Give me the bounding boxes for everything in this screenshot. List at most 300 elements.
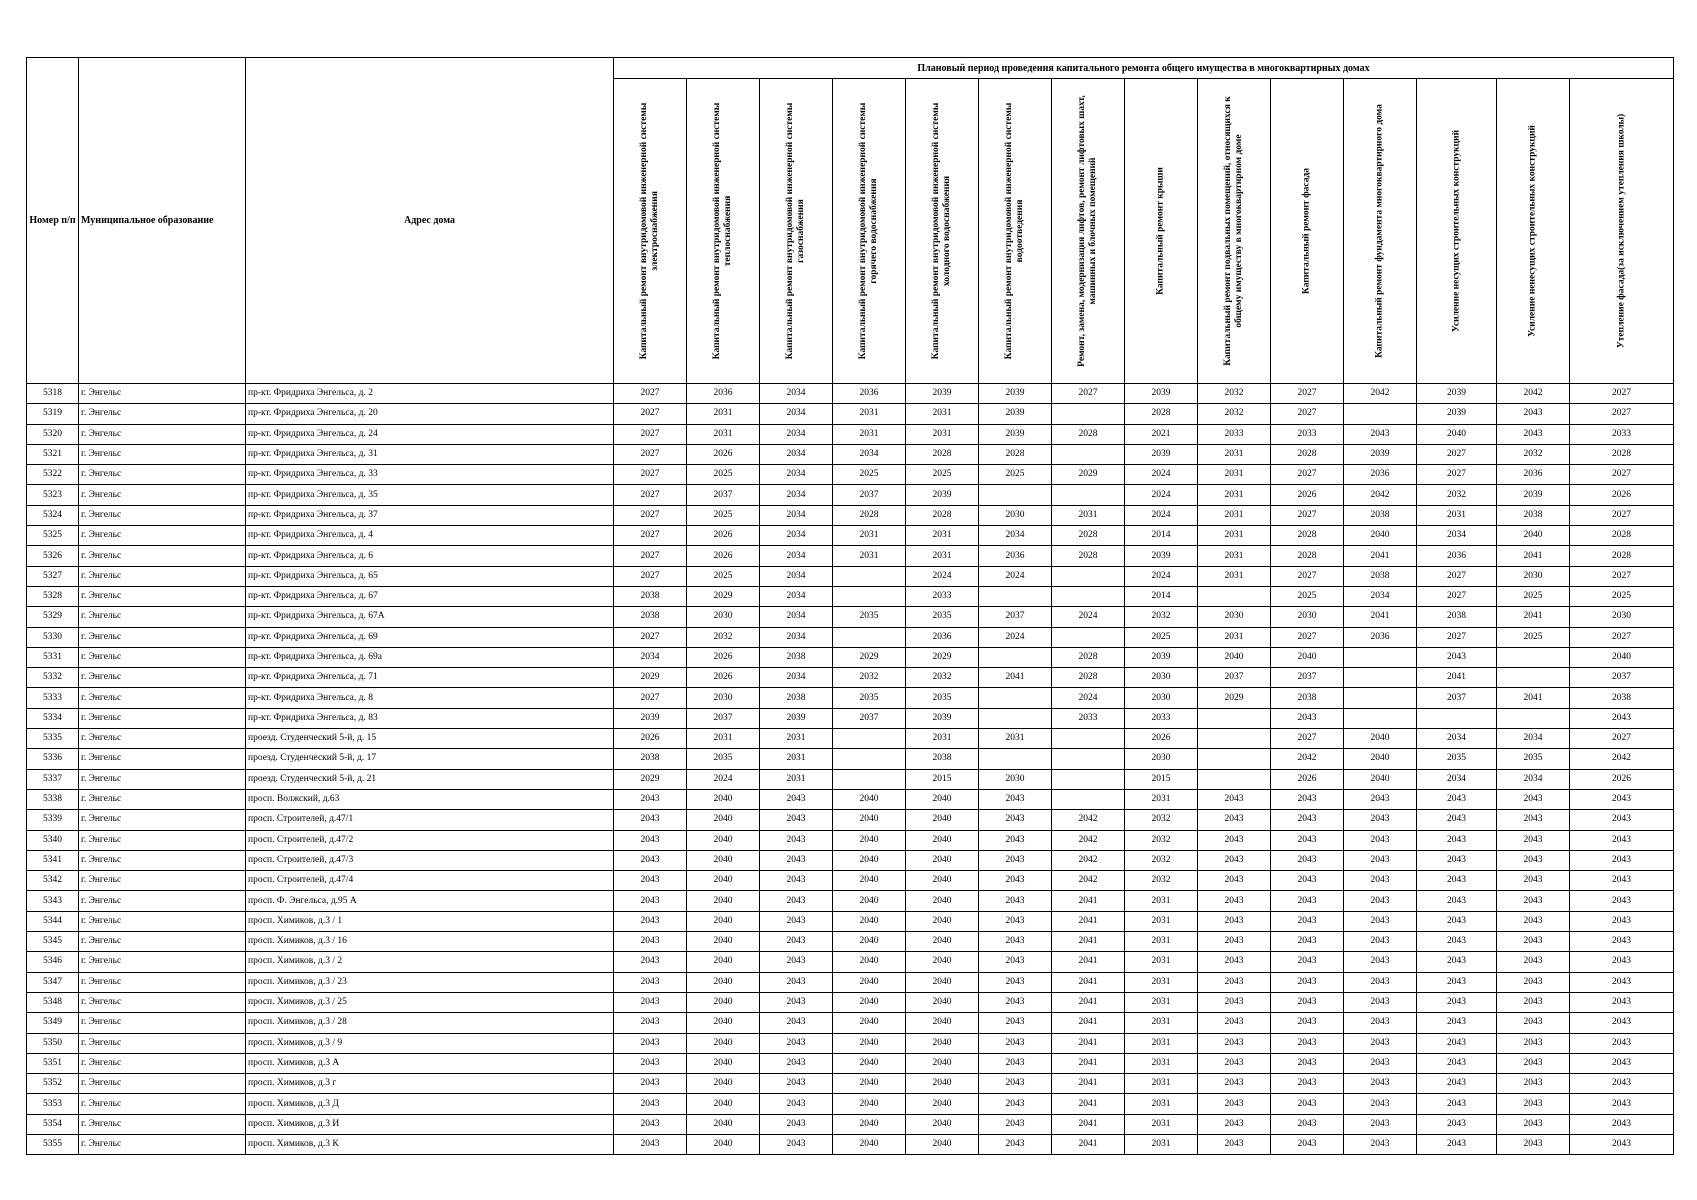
row-year-cell: 2034 xyxy=(760,586,833,606)
row-year-cell: 2037 xyxy=(833,708,906,728)
row-year-cell: 2043 xyxy=(1198,810,1271,830)
row-municipality: г. Энгельс xyxy=(79,505,246,525)
row-year-cell: 2031 xyxy=(1125,1053,1198,1073)
row-municipality: г. Энгельс xyxy=(79,688,246,708)
row-year-cell: 2041 xyxy=(1344,607,1417,627)
row-year-cell: 2031 xyxy=(1125,911,1198,931)
row-year-cell: 2027 xyxy=(1417,465,1497,485)
row-year-cell xyxy=(1344,404,1417,424)
row-year-cell: 2043 xyxy=(1417,810,1497,830)
row-year-cell: 2042 xyxy=(1271,749,1344,769)
row-year-cell: 2032 xyxy=(1125,810,1198,830)
table-row xyxy=(27,526,1674,546)
row-year-cell: 2043 xyxy=(614,1114,687,1134)
row-year-cell: 2043 xyxy=(1570,830,1674,850)
row-year-cell: 2043 xyxy=(1198,891,1271,911)
row-year-cell: 2034 xyxy=(760,404,833,424)
row-year-cell: 2040 xyxy=(906,1114,979,1134)
row-year-cell: 2043 xyxy=(1344,891,1417,911)
row-year-cell: 2041 xyxy=(1052,1033,1125,1053)
row-year-cell: 2043 xyxy=(760,1053,833,1073)
row-year-cell: 2043 xyxy=(1271,1013,1344,1033)
header-col-1 xyxy=(614,79,687,384)
row-year-cell: 2024 xyxy=(687,769,760,789)
row-municipality: г. Энгельс xyxy=(79,485,246,505)
row-year-cell: 2043 xyxy=(1198,1114,1271,1134)
row-year-cell: 2043 xyxy=(1497,850,1570,870)
row-year-cell: 2028 xyxy=(1570,526,1674,546)
row-year-cell: 2039 xyxy=(1125,647,1198,667)
row-year-cell: 2043 xyxy=(1497,1114,1570,1134)
row-number: 5342 xyxy=(27,871,79,891)
row-year-cell: 2040 xyxy=(687,830,760,850)
row-year-cell: 2021 xyxy=(1125,424,1198,444)
table-row xyxy=(27,1053,1674,1073)
row-year-cell: 2033 xyxy=(906,586,979,606)
row-year-cell: 2043 xyxy=(1497,789,1570,809)
row-year-cell: 2040 xyxy=(687,1094,760,1114)
row-number: 5320 xyxy=(27,424,79,444)
row-year-cell: 2042 xyxy=(1344,485,1417,505)
row-year-cell: 2043 xyxy=(1198,1094,1271,1114)
row-year-cell xyxy=(1052,729,1125,749)
row-year-cell: 2043 xyxy=(614,1013,687,1033)
row-year-cell: 2043 xyxy=(1417,1114,1497,1134)
row-year-cell: 2043 xyxy=(1497,1134,1570,1154)
row-municipality: г. Энгельс xyxy=(79,526,246,546)
table-row xyxy=(27,992,1674,1012)
row-year-cell: 2025 xyxy=(687,566,760,586)
row-year-cell: 2027 xyxy=(614,546,687,566)
row-year-cell: 2040 xyxy=(1271,647,1344,667)
row-year-cell: 2040 xyxy=(687,1013,760,1033)
header-col-label: Капитальный ремонт подвальных помещений, относящихся к общему имуществу в многоквартирном доме xyxy=(1223,96,1244,366)
row-year-cell: 2025 xyxy=(906,465,979,485)
row-year-cell: 2028 xyxy=(1271,444,1344,464)
row-year-cell: 2028 xyxy=(1052,424,1125,444)
row-year-cell: 2031 xyxy=(1052,505,1125,525)
row-year-cell: 2024 xyxy=(1125,505,1198,525)
row-municipality: г. Энгельс xyxy=(79,1013,246,1033)
row-year-cell: 2043 xyxy=(1417,911,1497,931)
row-number: 5351 xyxy=(27,1053,79,1073)
row-year-cell: 2040 xyxy=(1417,424,1497,444)
row-year-cell: 2043 xyxy=(1570,891,1674,911)
header-col-label: Капитальный ремонт внутридомовой инженерной системы теплоснабжения xyxy=(712,102,733,360)
row-year-cell: 2015 xyxy=(906,769,979,789)
row-year-cell xyxy=(833,729,906,749)
row-year-cell: 2043 xyxy=(979,932,1052,952)
row-year-cell: 2040 xyxy=(687,1134,760,1154)
row-year-cell xyxy=(1198,769,1271,789)
row-year-cell: 2040 xyxy=(687,932,760,952)
row-year-cell: 2040 xyxy=(906,810,979,830)
row-year-cell: 2028 xyxy=(1125,404,1198,424)
table-row xyxy=(27,607,1674,627)
row-year-cell xyxy=(833,749,906,769)
row-year-cell: 2043 xyxy=(1570,992,1674,1012)
table-row xyxy=(27,465,1674,485)
row-year-cell: 2041 xyxy=(1052,1074,1125,1094)
row-year-cell: 2025 xyxy=(687,465,760,485)
row-year-cell: 2038 xyxy=(1417,607,1497,627)
row-year-cell xyxy=(1052,404,1125,424)
row-year-cell: 2043 xyxy=(760,1033,833,1053)
row-year-cell: 2040 xyxy=(687,1074,760,1094)
header-col-label: Капитальный ремонт крыши xyxy=(1155,167,1166,295)
row-year-cell: 2040 xyxy=(1344,769,1417,789)
row-number: 5339 xyxy=(27,810,79,830)
row-year-cell: 2031 xyxy=(1125,1013,1198,1033)
row-municipality: г. Энгельс xyxy=(79,627,246,647)
row-municipality: г. Энгельс xyxy=(79,830,246,850)
row-year-cell: 2043 xyxy=(1271,708,1344,728)
row-year-cell: 2028 xyxy=(1052,546,1125,566)
row-year-cell xyxy=(1198,749,1271,769)
row-year-cell: 2043 xyxy=(1344,1074,1417,1094)
row-year-cell: 2043 xyxy=(760,871,833,891)
row-year-cell: 2043 xyxy=(1198,850,1271,870)
row-year-cell: 2043 xyxy=(760,932,833,952)
row-address: проезд. Студенческий 5-й, д. 15 xyxy=(246,729,614,749)
row-year-cell: 2043 xyxy=(1570,850,1674,870)
header-address: Адрес дома xyxy=(246,58,614,384)
row-year-cell: 2043 xyxy=(614,850,687,870)
row-year-cell: 2043 xyxy=(979,789,1052,809)
row-year-cell: 2043 xyxy=(1344,1053,1417,1073)
row-year-cell: 2032 xyxy=(1198,404,1271,424)
row-year-cell: 2031 xyxy=(979,729,1052,749)
row-municipality: г. Энгельс xyxy=(79,1114,246,1134)
row-year-cell: 2043 xyxy=(1497,404,1570,424)
row-year-cell: 2040 xyxy=(833,952,906,972)
row-year-cell: 2039 xyxy=(1125,444,1198,464)
row-year-cell: 2043 xyxy=(979,850,1052,870)
row-year-cell: 2040 xyxy=(906,911,979,931)
row-year-cell: 2042 xyxy=(1052,830,1125,850)
row-address: просп. Химиков, д.3 / 2 xyxy=(246,952,614,972)
table-row xyxy=(27,647,1674,667)
row-year-cell: 2028 xyxy=(979,444,1052,464)
row-year-cell: 2040 xyxy=(1344,749,1417,769)
row-year-cell: 2026 xyxy=(1570,769,1674,789)
row-year-cell: 2035 xyxy=(906,688,979,708)
header-col-4 xyxy=(833,79,906,384)
row-year-cell: 2043 xyxy=(979,1033,1052,1053)
row-year-cell: 2034 xyxy=(760,505,833,525)
row-year-cell: 2027 xyxy=(614,627,687,647)
row-year-cell: 2030 xyxy=(1125,688,1198,708)
row-year-cell: 2027 xyxy=(1271,465,1344,485)
row-municipality: г. Энгельс xyxy=(79,465,246,485)
row-year-cell: 2043 xyxy=(1497,1053,1570,1073)
row-year-cell: 2043 xyxy=(760,911,833,931)
row-number: 5326 xyxy=(27,546,79,566)
row-address: просп. Химиков, д.3 / 23 xyxy=(246,972,614,992)
row-year-cell: 2034 xyxy=(1417,729,1497,749)
row-year-cell: 2032 xyxy=(1125,850,1198,870)
row-year-cell: 2026 xyxy=(687,546,760,566)
header-col-label: Капитальный ремонт фундамента многоквартирного дома xyxy=(1374,104,1385,358)
row-municipality: г. Энгельс xyxy=(79,911,246,931)
row-municipality: г. Энгельс xyxy=(79,749,246,769)
header-col-11 xyxy=(1344,79,1417,384)
row-year-cell: 2040 xyxy=(906,992,979,1012)
row-year-cell: 2042 xyxy=(1052,850,1125,870)
row-year-cell: 2038 xyxy=(1271,688,1344,708)
row-year-cell: 2043 xyxy=(1497,891,1570,911)
row-address: просп. Химиков, д.3 г xyxy=(246,1074,614,1094)
row-number: 5321 xyxy=(27,444,79,464)
row-year-cell: 2041 xyxy=(1052,1094,1125,1114)
row-year-cell: 2027 xyxy=(1271,404,1344,424)
row-year-cell: 2031 xyxy=(760,769,833,789)
row-number: 5335 xyxy=(27,729,79,749)
row-number: 5350 xyxy=(27,1033,79,1053)
row-municipality: г. Энгельс xyxy=(79,384,246,404)
row-municipality: г. Энгельс xyxy=(79,972,246,992)
row-year-cell: 2043 xyxy=(979,1053,1052,1073)
row-year-cell: 2043 xyxy=(979,830,1052,850)
row-year-cell: 2031 xyxy=(1125,1033,1198,1053)
row-number: 5319 xyxy=(27,404,79,424)
row-year-cell: 2040 xyxy=(833,871,906,891)
row-year-cell: 2043 xyxy=(1271,1033,1344,1053)
row-year-cell: 2039 xyxy=(760,708,833,728)
row-number: 5348 xyxy=(27,992,79,1012)
row-year-cell: 2027 xyxy=(1570,404,1674,424)
row-year-cell xyxy=(1052,627,1125,647)
row-year-cell: 2027 xyxy=(1570,505,1674,525)
row-number: 5322 xyxy=(27,465,79,485)
row-year-cell xyxy=(1052,485,1125,505)
row-year-cell: 2043 xyxy=(1271,911,1344,931)
row-year-cell: 2043 xyxy=(1570,1033,1674,1053)
table-row xyxy=(27,729,1674,749)
row-address: просп. Строителей, д.47/4 xyxy=(246,871,614,891)
row-year-cell: 2041 xyxy=(1052,911,1125,931)
row-year-cell: 2043 xyxy=(979,911,1052,931)
row-year-cell: 2031 xyxy=(906,404,979,424)
header-col-label: Капитальный ремонт внутридомовой инженерной системы водоотведения xyxy=(1004,102,1025,360)
row-year-cell: 2041 xyxy=(1344,546,1417,566)
row-year-cell: 2031 xyxy=(833,404,906,424)
row-year-cell: 2040 xyxy=(833,810,906,830)
row-year-cell: 2028 xyxy=(906,505,979,525)
row-year-cell: 2043 xyxy=(1271,932,1344,952)
row-year-cell: 2040 xyxy=(906,1013,979,1033)
row-year-cell: 2043 xyxy=(1198,871,1271,891)
row-year-cell: 2028 xyxy=(1271,526,1344,546)
row-address: пр-кт. Фридриха Энгельса, д. 4 xyxy=(246,526,614,546)
row-year-cell: 2027 xyxy=(614,384,687,404)
row-year-cell: 2040 xyxy=(687,952,760,972)
row-year-cell: 2038 xyxy=(906,749,979,769)
row-year-cell: 2043 xyxy=(1497,911,1570,931)
row-year-cell: 2043 xyxy=(1198,1134,1271,1154)
row-year-cell: 2033 xyxy=(1271,424,1344,444)
row-year-cell: 2043 xyxy=(1497,424,1570,444)
row-year-cell xyxy=(979,688,1052,708)
row-year-cell: 2036 xyxy=(1497,465,1570,485)
row-year-cell: 2043 xyxy=(1344,424,1417,444)
row-year-cell: 2034 xyxy=(760,546,833,566)
row-address: пр-кт. Фридриха Энгельса, д. 69 xyxy=(246,627,614,647)
row-address: просп. Химиков, д.3 / 28 xyxy=(246,1013,614,1033)
row-year-cell: 2026 xyxy=(687,647,760,667)
table-row xyxy=(27,830,1674,850)
row-year-cell: 2028 xyxy=(1052,526,1125,546)
row-year-cell: 2034 xyxy=(760,566,833,586)
row-year-cell: 2040 xyxy=(687,1033,760,1053)
row-year-cell: 2029 xyxy=(906,647,979,667)
row-year-cell: 2036 xyxy=(833,384,906,404)
row-year-cell: 2043 xyxy=(1417,1033,1497,1053)
row-year-cell: 2043 xyxy=(1198,1033,1271,1053)
row-year-cell xyxy=(1052,566,1125,586)
row-year-cell: 2027 xyxy=(1570,384,1674,404)
row-year-cell: 2029 xyxy=(833,647,906,667)
row-year-cell: 2027 xyxy=(614,485,687,505)
table-row xyxy=(27,424,1674,444)
row-year-cell xyxy=(979,708,1052,728)
row-year-cell: 2025 xyxy=(687,505,760,525)
row-address: пр-кт. Фридриха Энгельса, д. 69а xyxy=(246,647,614,667)
row-year-cell xyxy=(1497,668,1570,688)
row-year-cell: 2025 xyxy=(1497,586,1570,606)
row-year-cell: 2043 xyxy=(1497,932,1570,952)
header-col-label: Капитальный ремонт внутридомовой инженерной системы электроснабжения xyxy=(639,102,660,360)
row-year-cell: 2043 xyxy=(1497,810,1570,830)
row-year-cell: 2043 xyxy=(979,1074,1052,1094)
header-col-3 xyxy=(760,79,833,384)
row-year-cell: 2043 xyxy=(760,1114,833,1134)
row-year-cell: 2043 xyxy=(1344,1013,1417,1033)
row-year-cell: 2024 xyxy=(1125,566,1198,586)
row-year-cell: 2036 xyxy=(1344,465,1417,485)
row-year-cell: 2043 xyxy=(1344,789,1417,809)
row-year-cell: 2043 xyxy=(1417,932,1497,952)
row-year-cell: 2043 xyxy=(1198,830,1271,850)
header-col-label: Утепление фасада(за исключением утепления школы) xyxy=(1616,113,1626,349)
header-col-10 xyxy=(1271,79,1344,384)
row-year-cell: 2028 xyxy=(1052,668,1125,688)
row-year-cell: 2027 xyxy=(614,465,687,485)
table-row xyxy=(27,789,1674,809)
header-col-7 xyxy=(1052,79,1125,384)
row-year-cell: 2039 xyxy=(1497,485,1570,505)
row-municipality: г. Энгельс xyxy=(79,1134,246,1154)
row-number: 5327 xyxy=(27,566,79,586)
row-year-cell: 2043 xyxy=(1271,1134,1344,1154)
row-year-cell: 2040 xyxy=(687,871,760,891)
row-year-cell: 2027 xyxy=(614,404,687,424)
row-year-cell: 2024 xyxy=(979,566,1052,586)
row-year-cell: 2027 xyxy=(614,526,687,546)
row-year-cell: 2043 xyxy=(1497,1033,1570,1053)
row-year-cell xyxy=(1052,586,1125,606)
row-year-cell: 2027 xyxy=(1271,627,1344,647)
row-year-cell: 2027 xyxy=(1417,627,1497,647)
row-year-cell: 2031 xyxy=(1198,444,1271,464)
row-year-cell: 2027 xyxy=(614,505,687,525)
row-number: 5330 xyxy=(27,627,79,647)
row-number: 5352 xyxy=(27,1074,79,1094)
row-year-cell: 2043 xyxy=(1417,850,1497,870)
row-year-cell: 2041 xyxy=(1497,688,1570,708)
row-year-cell: 2040 xyxy=(833,1114,906,1134)
row-year-cell: 2030 xyxy=(1125,668,1198,688)
row-number: 5337 xyxy=(27,769,79,789)
row-municipality: г. Энгельс xyxy=(79,729,246,749)
row-year-cell: 2038 xyxy=(614,607,687,627)
row-year-cell: 2028 xyxy=(1271,546,1344,566)
row-year-cell: 2043 xyxy=(1271,1053,1344,1073)
row-number: 5325 xyxy=(27,526,79,546)
row-year-cell: 2031 xyxy=(1125,972,1198,992)
row-year-cell: 2034 xyxy=(760,627,833,647)
row-municipality: г. Энгельс xyxy=(79,1033,246,1053)
row-year-cell: 2037 xyxy=(687,708,760,728)
row-year-cell: 2041 xyxy=(979,668,1052,688)
row-municipality: г. Энгельс xyxy=(79,546,246,566)
row-municipality: г. Энгельс xyxy=(79,850,246,870)
table-row xyxy=(27,1114,1674,1134)
row-year-cell: 2042 xyxy=(1052,810,1125,830)
row-year-cell: 2043 xyxy=(1570,871,1674,891)
table-row xyxy=(27,871,1674,891)
repair-schedule-table xyxy=(26,57,1674,1155)
row-year-cell: 2038 xyxy=(1497,505,1570,525)
row-year-cell: 2034 xyxy=(760,444,833,464)
table-row xyxy=(27,505,1674,525)
row-year-cell: 2043 xyxy=(1271,972,1344,992)
row-year-cell: 2042 xyxy=(1570,749,1674,769)
row-year-cell: 2025 xyxy=(1570,586,1674,606)
row-municipality: г. Энгельс xyxy=(79,404,246,424)
row-address: пр-кт. Фридриха Энгельса, д. 67 xyxy=(246,586,614,606)
row-year-cell: 2027 xyxy=(614,688,687,708)
row-year-cell: 2039 xyxy=(979,404,1052,424)
row-year-cell: 2025 xyxy=(833,465,906,485)
table-row xyxy=(27,1013,1674,1033)
row-year-cell: 2027 xyxy=(1570,465,1674,485)
row-year-cell: 2043 xyxy=(1344,810,1417,830)
row-year-cell: 2029 xyxy=(1052,465,1125,485)
row-year-cell xyxy=(833,566,906,586)
row-year-cell: 2031 xyxy=(1125,891,1198,911)
row-address: просп. Химиков, д.3 А xyxy=(246,1053,614,1073)
table-row xyxy=(27,1033,1674,1053)
row-address: проезд. Студенческий 5-й, д. 21 xyxy=(246,769,614,789)
row-number: 5355 xyxy=(27,1134,79,1154)
row-year-cell: 2031 xyxy=(1125,1114,1198,1134)
row-number: 5336 xyxy=(27,749,79,769)
row-year-cell: 2029 xyxy=(614,668,687,688)
row-year-cell: 2031 xyxy=(1125,789,1198,809)
table-row xyxy=(27,1074,1674,1094)
row-year-cell: 2043 xyxy=(1344,952,1417,972)
row-year-cell: 2025 xyxy=(1125,627,1198,647)
row-municipality: г. Энгельс xyxy=(79,1094,246,1114)
row-year-cell: 2040 xyxy=(833,830,906,850)
row-year-cell: 2031 xyxy=(833,526,906,546)
row-year-cell: 2040 xyxy=(833,789,906,809)
row-number: 5338 xyxy=(27,789,79,809)
row-year-cell: 2043 xyxy=(1570,1134,1674,1154)
row-year-cell: 2043 xyxy=(614,992,687,1012)
row-year-cell: 2043 xyxy=(614,972,687,992)
